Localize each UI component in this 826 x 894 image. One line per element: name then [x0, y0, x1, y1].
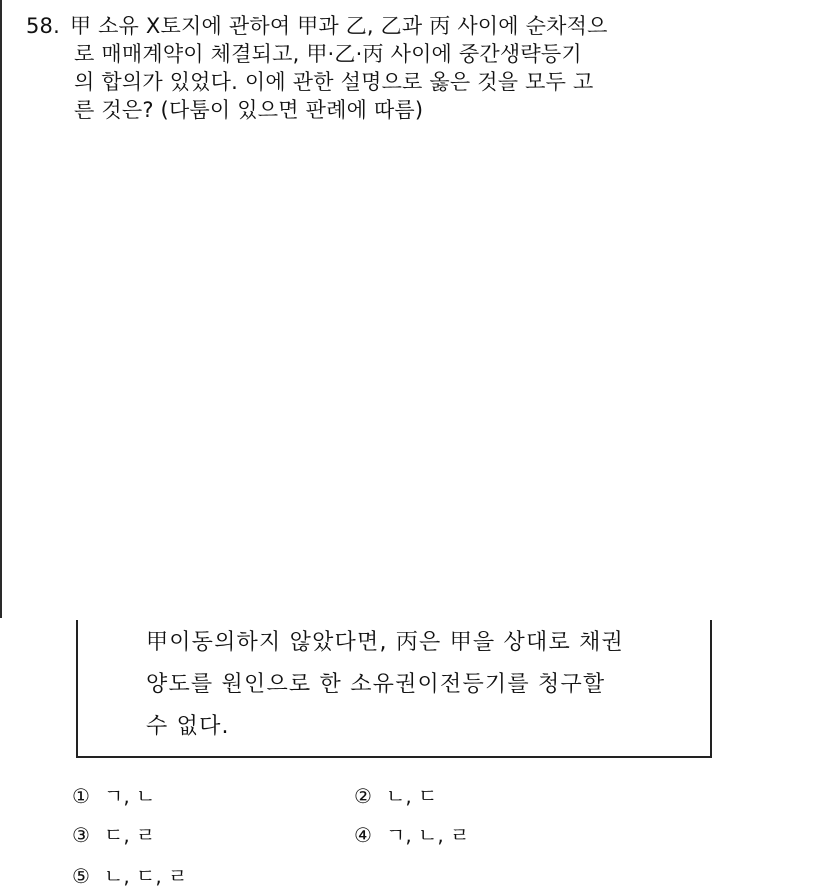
- left-column-rule: [0, 0, 2, 618]
- choice-number: ④: [354, 823, 372, 847]
- question-text-line: 른 것은? (다툼이 있으면 판례에 따름): [74, 98, 424, 122]
- question-line-2: [26, 40, 766, 68]
- choice-text: ㄷ, ㄹ: [104, 823, 156, 847]
- choice-2[interactable]: [354, 783, 437, 809]
- question-line-1: [26, 12, 766, 40]
- statement-line-2: 양도를 원인으로 한 소유권이전등기를 청구할: [146, 672, 606, 697]
- choice-number: ⑤: [72, 864, 90, 888]
- choice-text: ㄱ, ㄴ, ㄹ: [386, 823, 470, 847]
- choice-number: ①: [72, 784, 90, 808]
- choice-number: ②: [354, 784, 372, 808]
- choice-3[interactable]: [72, 822, 155, 848]
- choice-text: ㄴ, ㄷ: [386, 784, 438, 808]
- choice-1[interactable]: [72, 783, 155, 809]
- statement-box: [76, 620, 712, 758]
- choice-4[interactable]: [354, 822, 469, 848]
- statement-line-3: 수 없다.: [146, 714, 230, 739]
- choice-5[interactable]: [72, 863, 187, 889]
- question-stem: [26, 12, 766, 124]
- choice-text: ㄱ, ㄴ: [104, 784, 156, 808]
- statement-line-1: 甲이동의하지 않았다면, 丙은 甲을 상대로 채권: [146, 630, 624, 655]
- question-text-line: 의 합의가 있었다. 이에 관한 설명으로 옳은 것을 모두 고: [74, 70, 594, 94]
- choice-number: ③: [72, 823, 90, 847]
- question-text-line: 로 매매계약이 체결되고, 甲·乙·丙 사이에 중간생략등기: [74, 42, 582, 66]
- question-line-3: [26, 68, 766, 96]
- question-line-4: [26, 96, 766, 124]
- choice-text: ㄴ, ㄷ, ㄹ: [104, 864, 188, 888]
- question-number: 58.: [26, 14, 60, 38]
- question-text-line: 甲 소유 X토지에 관하여 甲과 乙, 乙과 丙 사이에 순차적으: [70, 14, 608, 38]
